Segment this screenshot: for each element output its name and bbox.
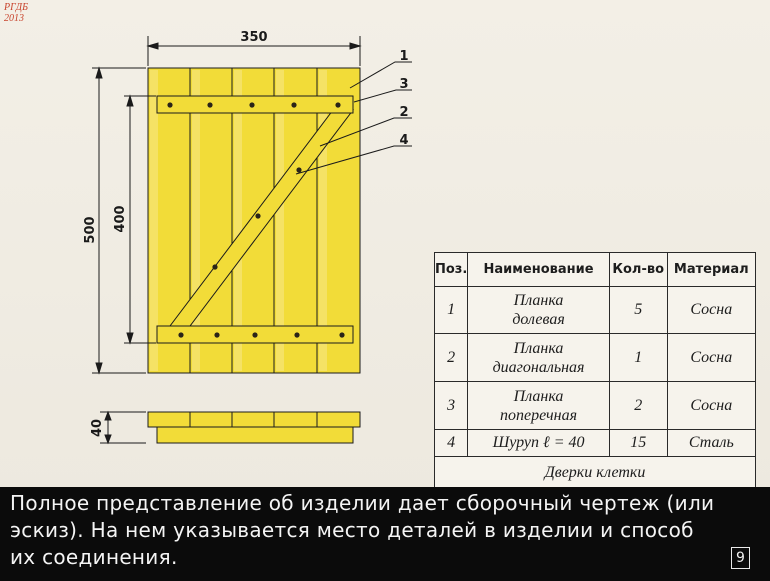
watermark-line1: РГДБ — [4, 2, 29, 13]
table-header — [435, 253, 756, 287]
caption-text: Полное представление об изделии дает сборочный чертеж (или эскиз). На нем указывается место деталей в изделии и способ их соединения. — [10, 491, 715, 569]
row-pos: 2 — [435, 334, 468, 382]
dim-width: 350 — [240, 30, 268, 45]
row-name — [468, 286, 609, 334]
table-footer-row — [435, 457, 756, 488]
row-qty: 2 — [609, 382, 667, 430]
table-footer: Дверки клетки — [435, 457, 756, 488]
row-name-line1: Планка — [513, 387, 564, 405]
row-name — [468, 382, 609, 430]
row-material: Сталь — [667, 429, 755, 456]
header-name: Наименование — [468, 253, 609, 287]
cross-plank-top — [157, 96, 353, 113]
row-material: Сосна — [667, 286, 755, 334]
row-material: Сосна — [667, 382, 755, 430]
position-label-2: 2 — [399, 105, 409, 120]
row-name-line1: Планка — [513, 339, 564, 357]
row-qty: 15 — [609, 429, 667, 456]
side-view-plank — [157, 427, 353, 443]
specification-table — [434, 252, 756, 488]
row-name-line2: долевая — [512, 310, 565, 328]
row-pos: 1 — [435, 286, 468, 334]
row-name: Шуруп ℓ = 40 — [468, 429, 609, 456]
row-name — [468, 334, 609, 382]
header-material: Материал — [667, 253, 755, 287]
position-label-3: 3 — [399, 77, 409, 92]
caption-bar — [0, 487, 770, 581]
table-row — [435, 334, 756, 382]
position-label-1: 1 — [399, 49, 409, 64]
dim-height: 500 — [83, 216, 98, 244]
dim-thickness: 40 — [90, 418, 105, 438]
side-view — [148, 412, 360, 443]
side-view-cross — [148, 412, 360, 427]
row-qty: 1 — [609, 334, 667, 382]
row-pos: 3 — [435, 382, 468, 430]
header-pos: Поз. — [435, 253, 468, 287]
header-qty: Кол-во — [609, 253, 667, 287]
table-row — [435, 429, 756, 456]
row-name-line1: Планка — [513, 291, 564, 309]
row-name-line2: поперечная — [500, 406, 578, 424]
watermark-line2: 2013 — [4, 13, 24, 24]
row-qty: 5 — [609, 286, 667, 334]
row-pos: 4 — [435, 429, 468, 456]
position-label-4: 4 — [399, 133, 409, 148]
page-number: 9 — [731, 547, 750, 569]
table-row — [435, 382, 756, 430]
row-material: Сосна — [667, 334, 755, 382]
table-row — [435, 286, 756, 334]
dim-inner-height: 400 — [113, 205, 128, 233]
row-name-line2: диагональная — [492, 358, 585, 376]
